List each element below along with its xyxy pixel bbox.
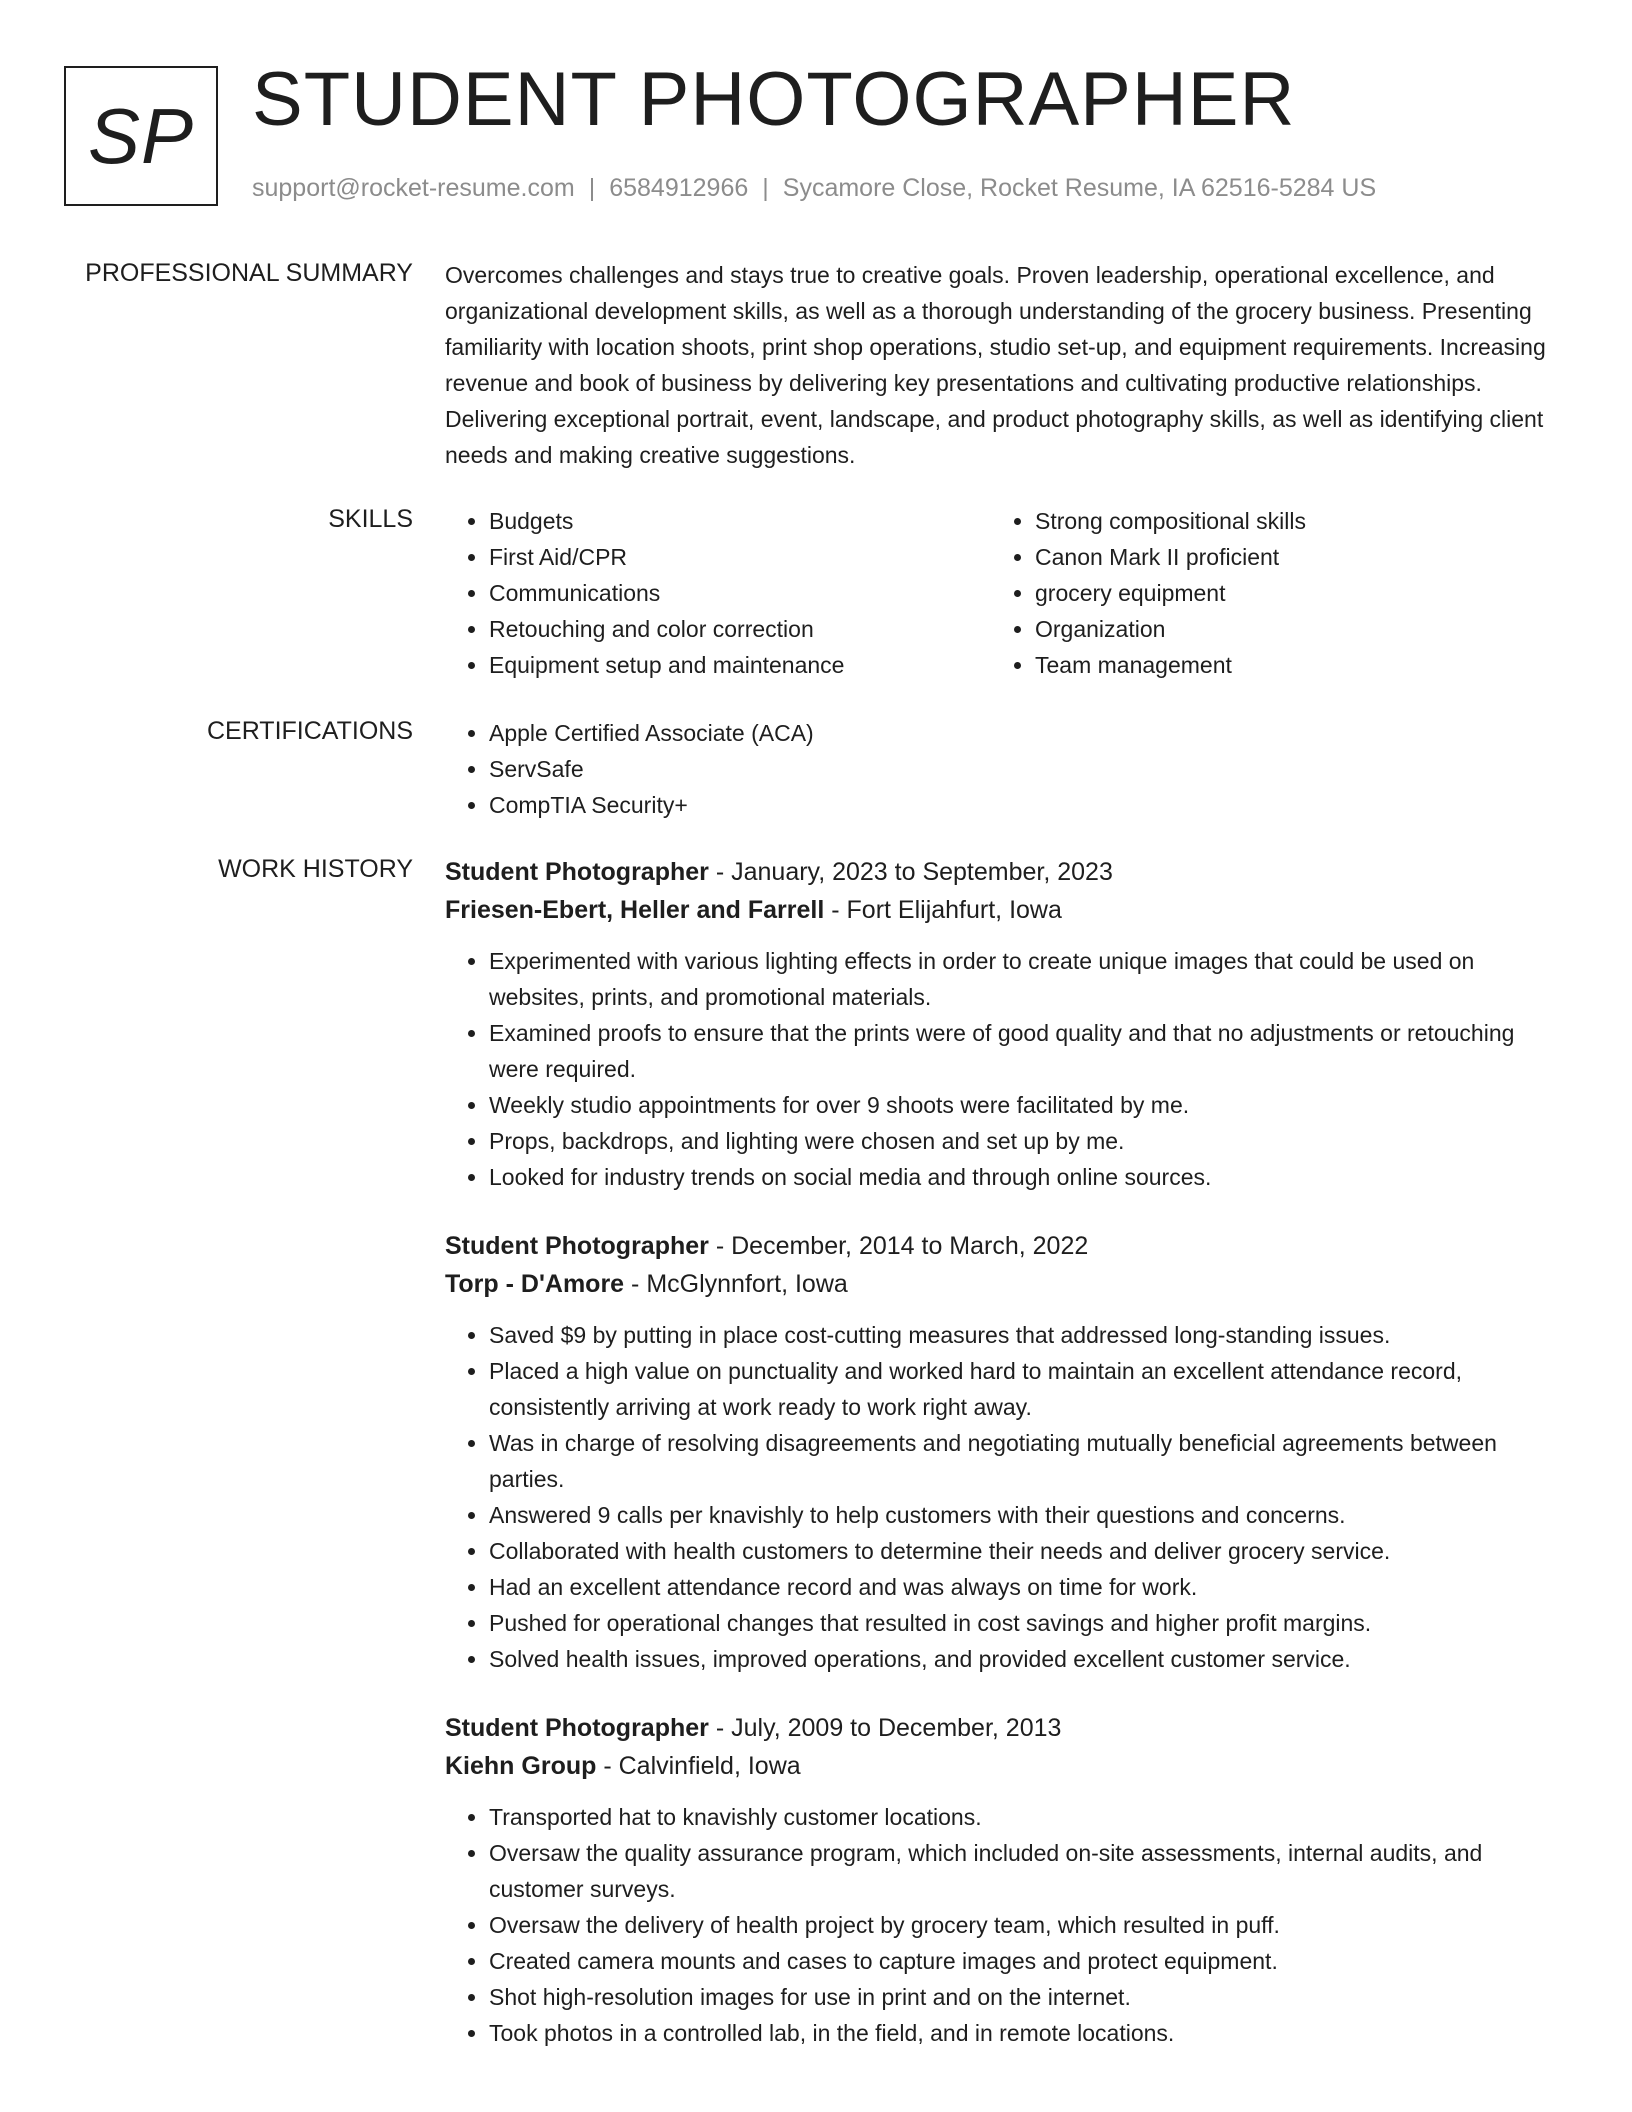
contact-line [252,174,1376,203]
contact-separator: | [588,174,596,202]
list-item: • Answered 9 calls per knavishly to help customers with their questions and concerns. [489,1497,1560,1533]
job-company-line [445,891,1560,929]
job-company-line [445,1265,1560,1303]
job-title-line [445,1709,1560,1747]
section-label-work-history: WORK HISTORY [218,855,413,883]
job-company: Friesen-Ebert, Heller and Farrell [445,896,825,924]
list-item: • Collaborated with health customers to determine their needs and deliver grocery service. [489,1533,1560,1569]
job-company-line [445,1747,1560,1785]
list-item: • Saved $9 by putting in place cost-cutting measures that addressed long-standing issues. [489,1317,1560,1353]
list-item: • ServSafe [489,751,1560,787]
job-entry [445,1709,1560,2051]
monogram-logo [64,66,218,206]
job-company: Torp - D'Amore [445,1270,625,1298]
job-location: - Calvinfield, Iowa [603,1752,801,1780]
list-item: • Team management [1035,647,1537,683]
section-label-skills: SKILLS [328,505,413,533]
list-item: • CompTIA Security+ [489,787,1560,823]
list-item: • Experimented with various lighting effects in order to create unique images that could be used on websites, prints, and promotional materials. [489,943,1560,1015]
list-item: • Weekly studio appointments for over 9 shoots were facilitated by me. [489,1087,1560,1123]
contact-address: Sycamore Close, Rocket Resume, IA 62516-5284 US [782,174,1377,202]
job-location: - McGlynnfort, Iowa [631,1270,848,1298]
job-title: Student Photographer [445,858,709,886]
contact-separator: | [762,174,769,202]
job-dates: - December, 2014 to March, 2022 [715,1232,1089,1260]
skills-list-left [445,503,991,683]
list-item: • Shot high-resolution images for use in print and on the internet. [489,1979,1560,2015]
job-entry [445,1227,1560,1677]
list-item: • Retouching and color correction [489,611,991,647]
job-location: - Fort Elijahfurt, Iowa [831,896,1062,924]
list-item: • Canon Mark II proficient [1035,539,1537,575]
list-item: • Solved health issues, improved operations, and provided excellent customer service. [489,1641,1560,1677]
job-bullets [445,1799,1560,2051]
certifications-list [445,715,1560,823]
page-title: STUDENT PHOTOGRAPHER [252,57,1296,142]
list-item: • First Aid/CPR [489,539,991,575]
contact-email: support@rocket-resume.com [252,174,575,202]
job-title-line [445,853,1560,891]
list-item: • Equipment setup and maintenance [489,647,991,683]
list-item: • Created camera mounts and cases to capture images and protect equipment. [489,1943,1560,1979]
job-company: Kiehn Group [445,1752,597,1780]
initials: SP [87,91,195,180]
job-entry [445,853,1560,1195]
job-title: Student Photographer [445,1232,709,1260]
list-item: • Strong compositional skills [1035,503,1537,539]
section-label-summary: PROFESSIONAL SUMMARY [85,259,413,287]
job-bullets [445,1317,1560,1677]
list-item: • Oversaw the delivery of health project by grocery team, which resulted in puff. [489,1907,1560,1943]
job-title-line [445,1227,1560,1265]
summary-text: Overcomes challenges and stays true to creative goals. Proven leadership, operational excellence, and organizational development skills, as well as a thorough understanding of the grocery business. Presenting familiarity with location shoots, print shop operations, studio set-up, and equipment requirements. Increasing revenue and book of business by delivering key presentations and cultivating productive relationships. Delivering exceptional portrait, event, landscape, and product photography skills, as well as identifying client needs and making creative suggestions. [445,262,1546,468]
list-item: • Transported hat to knavishly customer locations. [489,1799,1560,1835]
list-item: • Had an excellent attendance record and was always on time for work. [489,1569,1560,1605]
job-dates: - July, 2009 to December, 2013 [715,1714,1062,1742]
skills-columns [445,503,1560,683]
job-dates: - January, 2023 to September, 2023 [715,858,1113,886]
work-history-body [445,853,1560,2083]
certifications-body [445,715,1560,823]
list-item: • Was in charge of resolving disagreements and negotiating mutually beneficial agreements between parties. [489,1425,1560,1497]
contact-phone: 6584912966 [609,174,749,202]
list-item: • Props, backdrops, and lighting were chosen and set up by me. [489,1123,1560,1159]
list-item: • Budgets [489,503,991,539]
section-label-certifications: CERTIFICATIONS [206,717,413,745]
list-item: • Communications [489,575,991,611]
list-item: • Organization [1035,611,1537,647]
job-bullets [445,943,1560,1195]
list-item: • Looked for industry trends on social media and through online sources. [489,1159,1560,1195]
list-item: • Examined proofs to ensure that the prints were of good quality and that no adjustments or retouching were required. [489,1015,1560,1087]
list-item: • grocery equipment [1035,575,1537,611]
list-item: • Oversaw the quality assurance program, which included on-site assessments, internal audits, and customer surveys. [489,1835,1560,1907]
skills-list-right [991,503,1537,683]
list-item: • Placed a high value on punctuality and worked hard to maintain an excellent attendance record, consistently arriving at work ready to work right away. [489,1353,1560,1425]
list-item: • Pushed for operational changes that resulted in cost savings and higher profit margins. [489,1605,1560,1641]
job-title: Student Photographer [445,1714,709,1742]
list-item: • Apple Certified Associate (ACA) [489,715,1560,751]
list-item: • Took photos in a controlled lab, in the field, and in remote locations. [489,2015,1560,2051]
